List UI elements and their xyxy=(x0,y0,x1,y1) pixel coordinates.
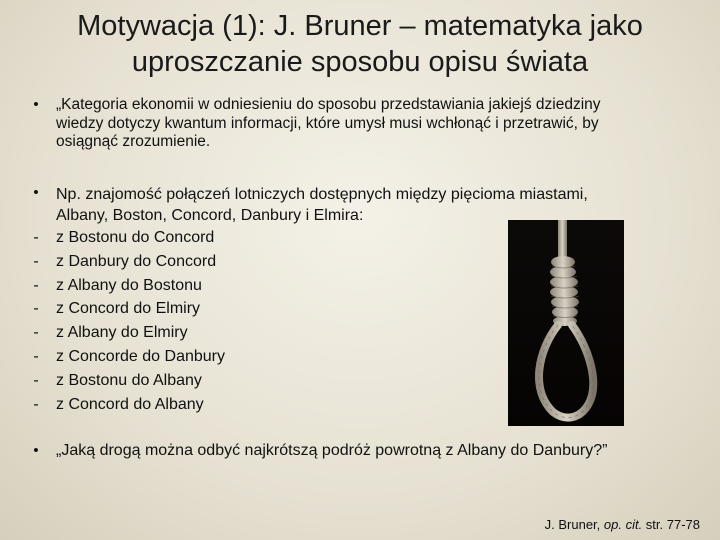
connection-text: z Albany do Elmiry xyxy=(56,324,188,342)
bullet-text-line: Albany, Boston, Concord, Danbury i Elmira: xyxy=(56,207,364,224)
footer-reference xyxy=(545,517,700,532)
title-line-1: Motywacja (1): J. Bruner – matematyka jako xyxy=(77,10,643,42)
bullet-marker: • xyxy=(33,442,39,459)
bullet-text-line: „Kategoria ekonomii w odniesieniu do sposobu przedstawiania jakiejś dziedziny xyxy=(56,96,601,113)
bullet-text-line: „Jaką drogą można odbyć najkrótszą podróż powrotną z Albany do Danbury?” xyxy=(56,442,608,459)
footer-author: J. Bruner, xyxy=(544,517,604,532)
dash-marker: - xyxy=(33,324,39,342)
connection-text: z Bostonu do Concord xyxy=(56,229,215,246)
bullet-text-line: osiągnąć zrozumienie. xyxy=(56,133,211,150)
connection-text: z Bostonu do Albany xyxy=(56,371,202,389)
connection-text: z Concord do Albany xyxy=(56,395,204,413)
dash-marker: - xyxy=(33,395,39,413)
noose-illustration xyxy=(508,220,624,426)
dash-marker: - xyxy=(33,300,39,318)
connection-text: z Danbury do Concord xyxy=(56,252,217,270)
dash-marker: - xyxy=(33,371,39,389)
footer-pages: str. 77-78 xyxy=(642,517,700,532)
bullet-text xyxy=(56,96,706,152)
dash-marker: - xyxy=(33,347,39,365)
dash-marker: - xyxy=(33,276,39,294)
noose-image xyxy=(508,220,624,426)
bullet-text-line: wiedzy dotyczy kwantum informacji, które umysł musi wchłonąć i przetrawić, by xyxy=(56,114,599,132)
bullet-marker: • xyxy=(33,96,39,113)
connection-text: z Concord do Elmiry xyxy=(56,300,201,318)
connection-text: z Albany do Bostonu xyxy=(56,276,202,294)
slide-title xyxy=(20,8,700,80)
dash-marker: - xyxy=(33,229,39,246)
bullet-marker: • xyxy=(33,184,39,201)
bullet-text-line: Np. znajomość połączeń lotniczych dostępnych między pięcioma miastami, xyxy=(56,186,588,203)
footer-source: op. cit. xyxy=(603,517,643,532)
dash-marker: - xyxy=(33,252,39,270)
title-line-2: uproszczanie sposobu opisu świata xyxy=(131,46,589,78)
connection-text: z Concorde do Danbury xyxy=(56,347,225,365)
bullet-text xyxy=(56,442,706,461)
